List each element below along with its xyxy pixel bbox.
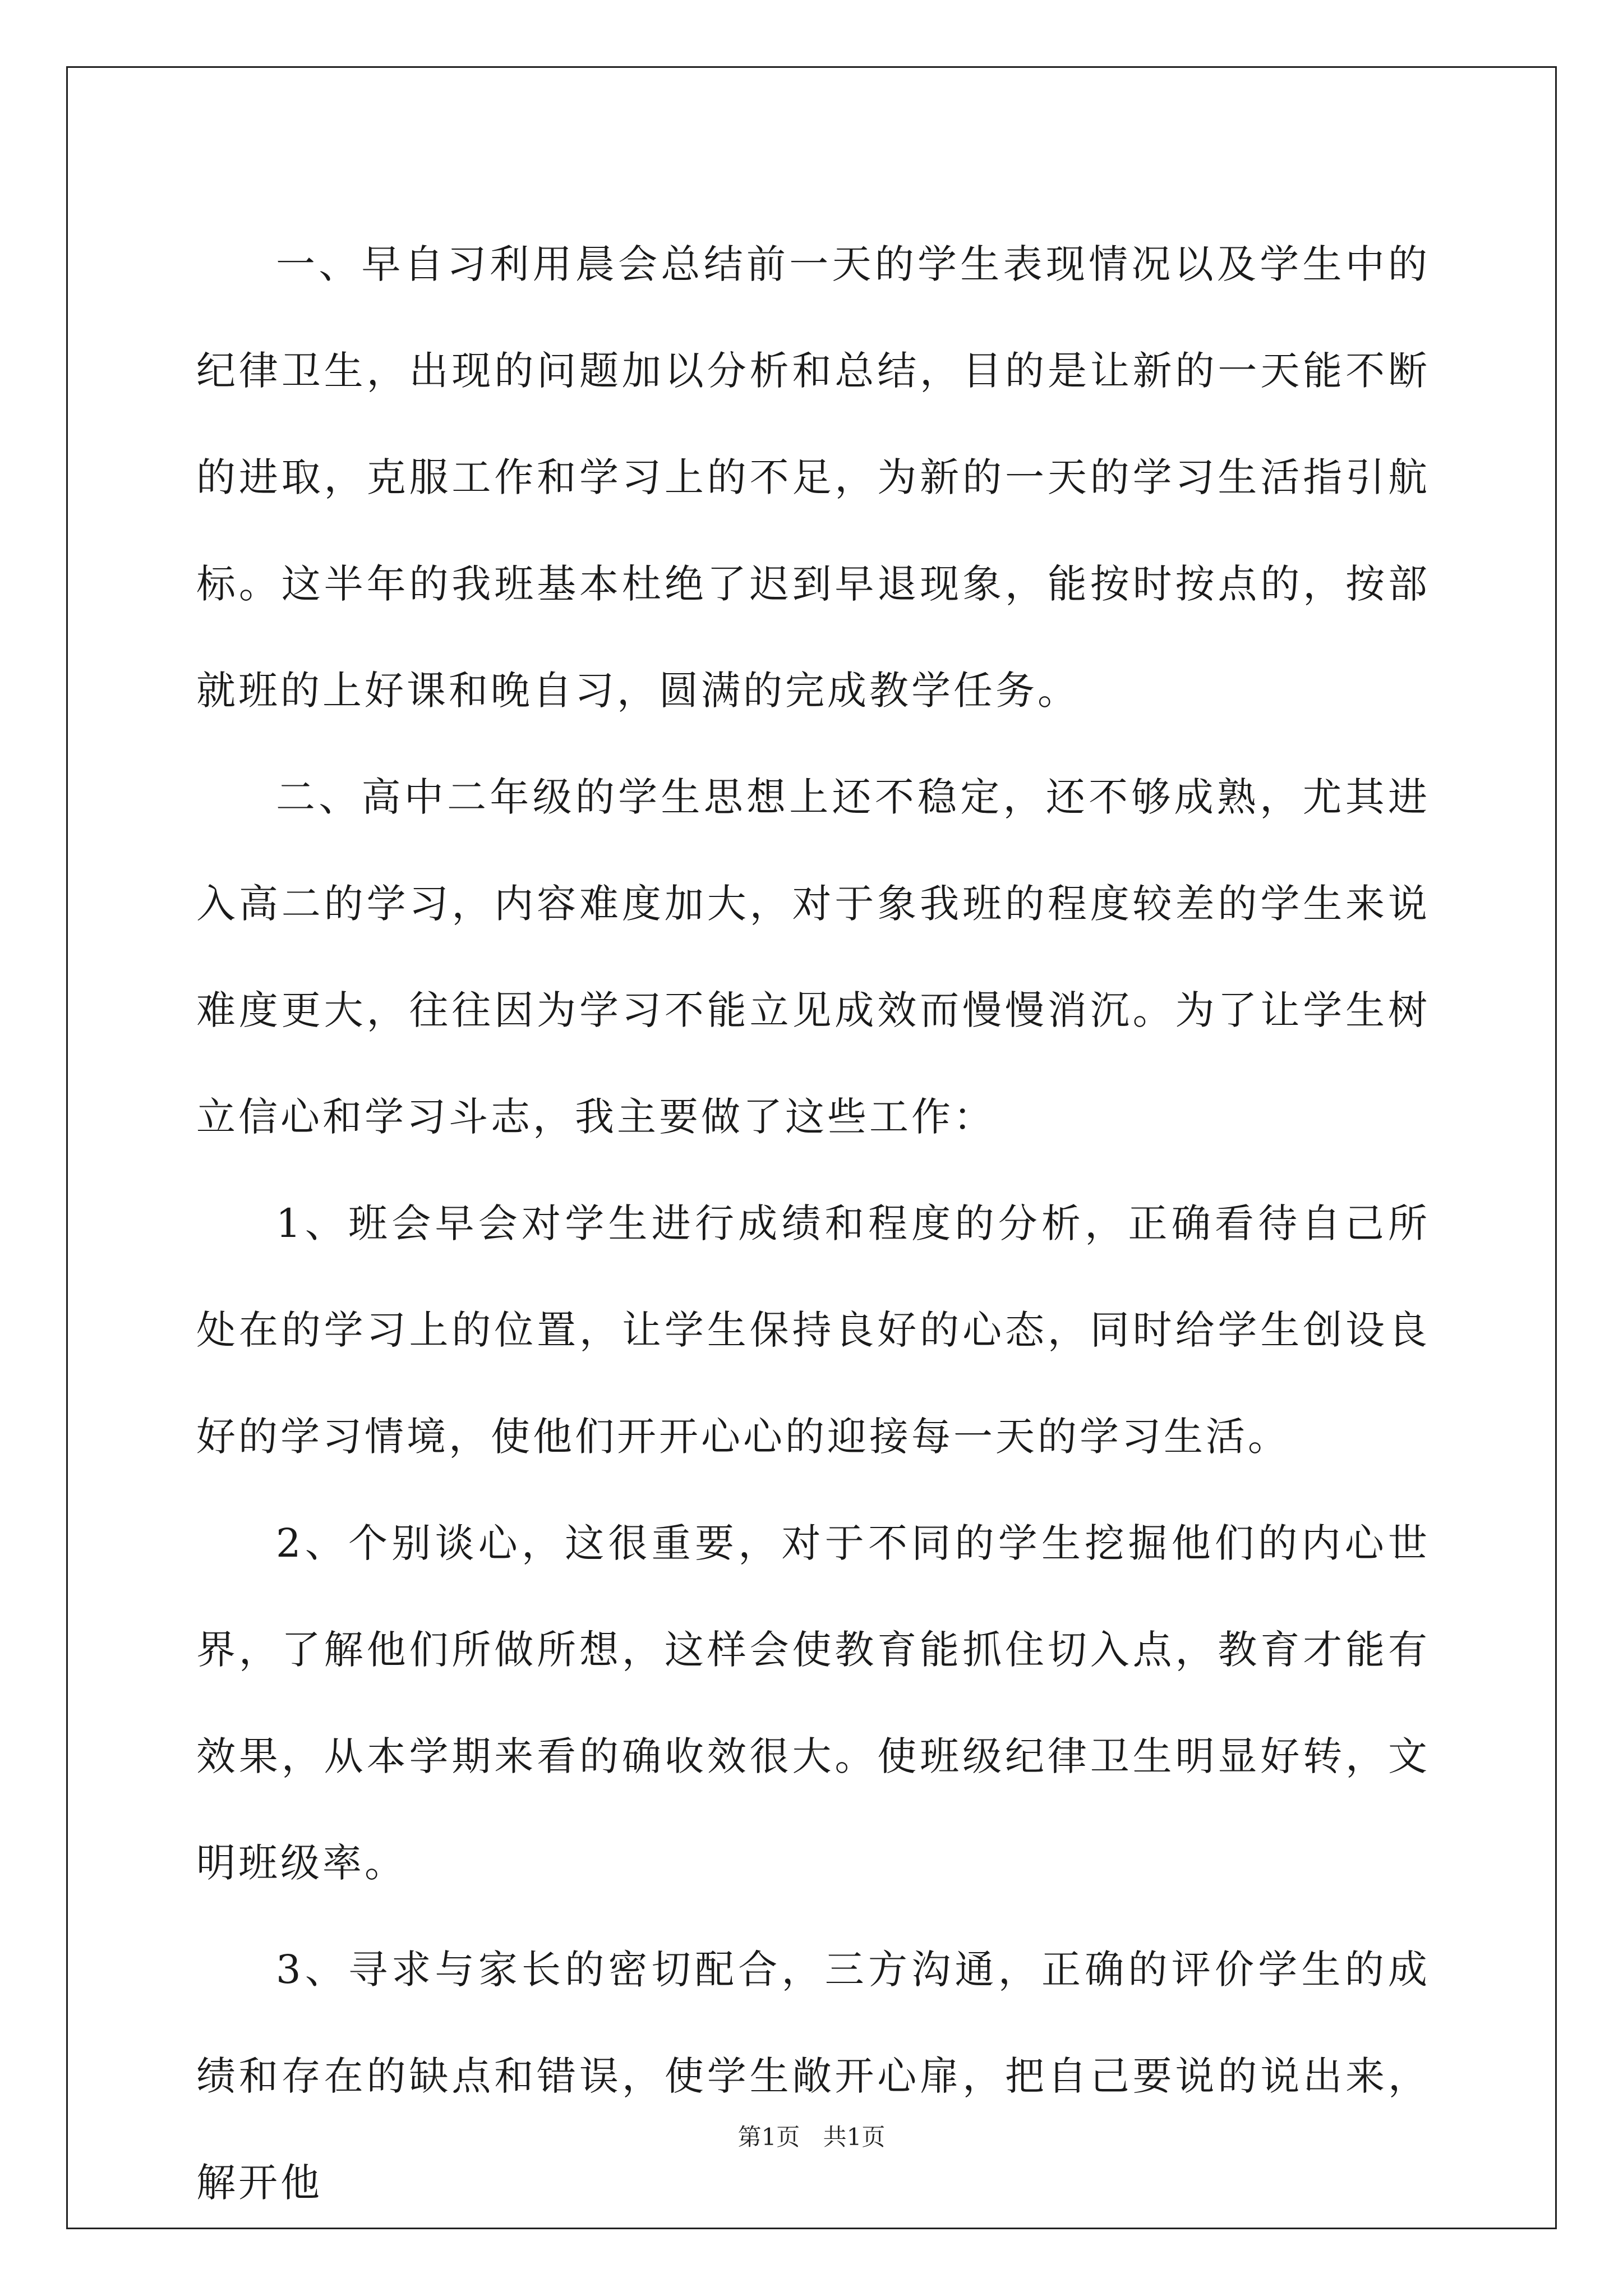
page-total: 共1页 [823, 2123, 886, 2151]
page-footer [0, 2120, 1623, 2154]
document-body [196, 211, 1430, 2236]
page-number: 第1页 [737, 2123, 800, 2151]
paragraph-1: 一、早自习利用晨会总结前一天的学生表现情况以及学生中的纪律卫生，出现的问题加以分析和总结，目的是让新的一天能不断的进取，克服工作和学习上的不足，为新的一天的学习生活指引航标。这半年的我班基本杜绝了迟到早退现象，能按时按点的，按部就班的上好课和晚自习，圆满的完成教学任务。 [196, 241, 1430, 714]
paragraph-3: 1、班会早会对学生进行成绩和程度的分析，正确看待自己所处在的学习上的位置，让学生保持良好的心态，同时给学生创设良好的学习情境，使他们开开心心的迎接每一天的学习生活。 [196, 1200, 1430, 1460]
paragraph-5: 3、寻求与家长的密切配合，三方沟通，正确的评价学生的成绩和存在的缺点和错误，使学生敞开心扉，把自己要说的说出来，解开他 [196, 1947, 1430, 2206]
paragraph-4: 2、个别谈心，这很重要，对于不同的学生挖掘他们的内心世界，了解他们所做所想，这样会使教育能抓住切入点，教育才能有效果，从本学期来看的确收效很大。使班级纪律卫生明显好转，文明班级率。 [196, 1520, 1430, 1886]
paragraph-2: 二、高中二年级的学生思想上还不稳定，还不够成熟，尤其进入高二的学习，内容难度加大，对于象我班的程度较差的学生来说难度更大，往往因为学习不能立见成效而慢慢消沉。为了让学生树立信心和学习斗志，我主要做了这些工作： [196, 774, 1430, 1140]
